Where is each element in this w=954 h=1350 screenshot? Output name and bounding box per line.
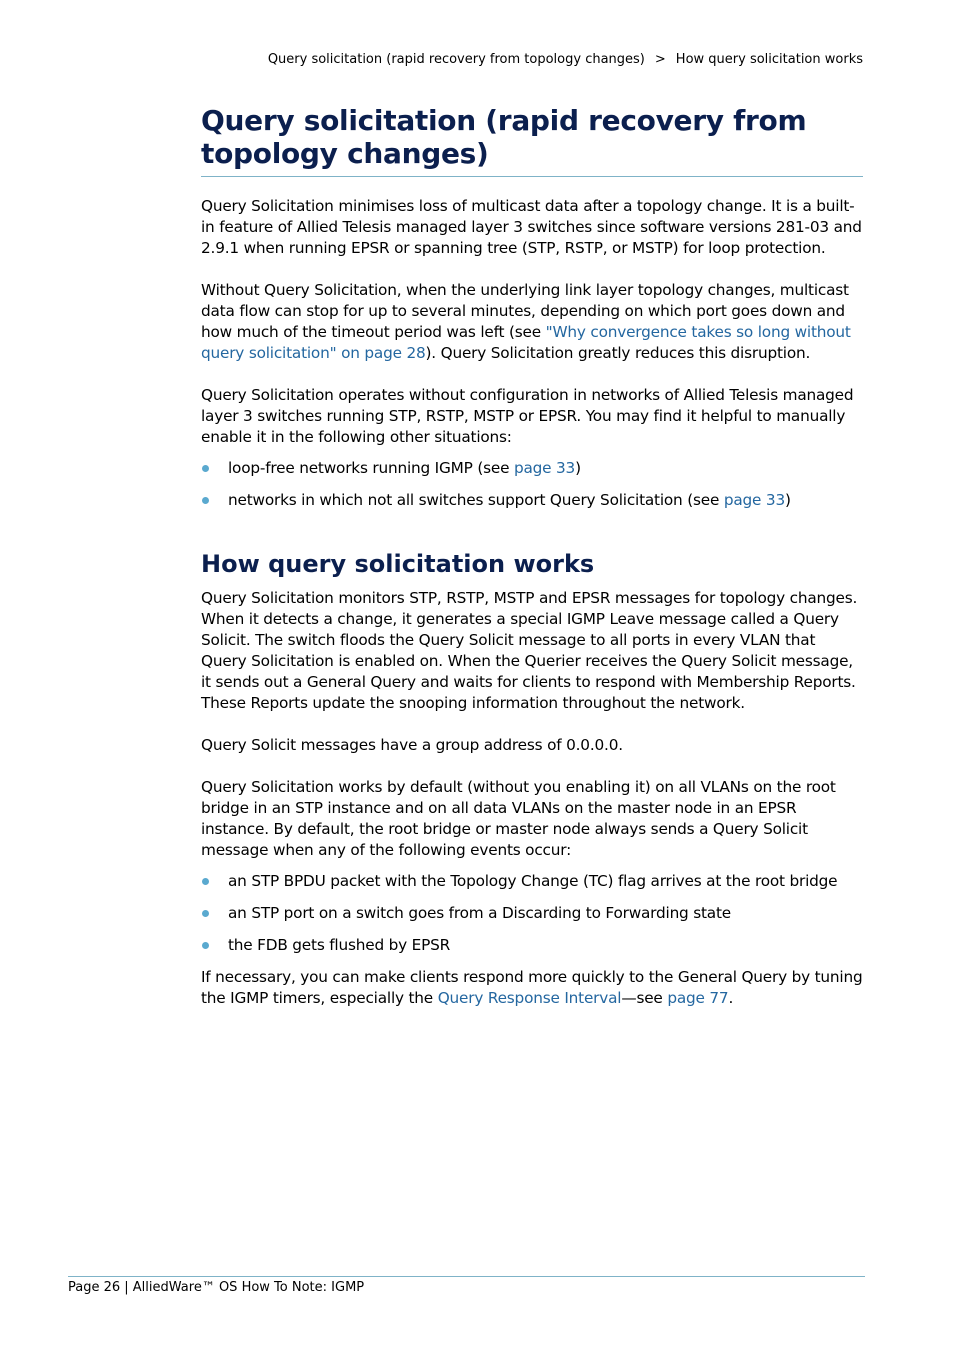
intro-paragraph-2 [201, 280, 863, 364]
list-item [201, 903, 863, 924]
page-xref-link[interactable]: page 33 [513, 459, 576, 477]
page-content [201, 104, 863, 1030]
section-paragraph-2: Query Solicit messages have a group address of 0.0.0.0. [201, 736, 623, 754]
list-item-text: loop-free networks running IGMP (see [228, 459, 514, 477]
list-item [201, 490, 863, 511]
list-item-text: the FDB gets flushed by EPSR [228, 936, 451, 954]
list-item-text-end: ) [575, 459, 581, 477]
intro-p2-text-end: ). Query Solicitation greatly reduces this disruption. [425, 344, 811, 362]
list-item-text-end: ) [784, 491, 791, 509]
list-item-text: networks in which not all switches support Query Solicitation (see [228, 491, 724, 509]
bullet-icon [202, 878, 209, 885]
section-paragraph-3: Query Solicitation works by default (without you enabling it) on all VLANs on the root bridge in an STP instance and on all data VLANs on the master node in an EPSR instance. By default, the root bridge or master node always sends a Query Solicit message when any of the following events occur: [201, 778, 836, 859]
page-xref-link[interactable]: page 33 [723, 491, 785, 509]
page-77-link[interactable]: page 77 [667, 989, 729, 1007]
footer-text: Page 26 | AlliedWare™ OS How To Note: IGMP [68, 1280, 365, 1295]
list-item [201, 871, 863, 892]
header-section: Query solicitation (rapid recovery from topology changes) [267, 52, 645, 67]
running-header [268, 52, 863, 67]
section-paragraph-4 [201, 967, 863, 1009]
page-title: Query solicitation (rapid recovery from topology changes) [201, 104, 863, 177]
section-p4-text: If necessary, you can make clients respond more quickly to the General Query by tuning the IGMP timers, especially the [201, 968, 863, 1007]
section-p4-text-mid: —see [621, 989, 668, 1007]
list-item-text: an STP BPDU packet with the Topology Change (TC) flag arrives at the root bridge [228, 872, 838, 890]
events-bullet-list [201, 871, 863, 956]
convergence-xref-link[interactable]: "Why convergence takes so long without query solicitation" on page 28 [201, 323, 851, 362]
bullet-icon [202, 465, 209, 472]
list-item [201, 458, 863, 479]
section-p4-text-end: . [728, 989, 734, 1007]
footer-rule [68, 1276, 865, 1277]
intro-bullet-list [201, 458, 863, 511]
intro-paragraph-3: Query Solicitation operates without configuration in networks of Allied Telesis managed layer 3 switches running STP, RSTP, MSTP or EPSR. You may find it helpful to manually enable it in the following other situations: [201, 386, 854, 446]
query-response-interval-link[interactable]: Query Response Interval [437, 989, 622, 1007]
bullet-icon [202, 910, 209, 917]
bullet-icon [202, 942, 209, 949]
section-heading: How query solicitation works [201, 550, 595, 578]
intro-p2-text: Without Query Solicitation, when the underlying link layer topology changes, multicast data flow can stop for up to several minutes, depending on which port goes down and how much of the timeout period was left (see [201, 281, 849, 341]
intro-paragraph-1: Query Solicitation minimises loss of multicast data after a topology change. It is a built-in feature of Allied Telesis managed layer 3 switches since software versions 281-03 and 2.9.1 when running EPSR or spanning tree (STP, RSTP, or MSTP) for loop protection. [201, 197, 862, 257]
section-paragraph-1: Query Solicitation monitors STP, RSTP, MSTP and EPSR messages for topology changes. When it detects a change, it generates a special IGMP Leave message called a Query Solicit. The switch floods the Query Solicit message to all ports in every VLAN that Query Solicitation is enabled on. When the Querier receives the Query Solicit message, it sends out a General Query and waits for clients to respond with Membership Reports. These Reports update the snooping information throughout the network. [201, 589, 858, 712]
list-item [201, 935, 863, 956]
list-item-text: an STP port on a switch goes from a Discarding to Forwarding state [228, 904, 731, 922]
header-subsection: How query solicitation works [675, 52, 863, 67]
header-separator: > [654, 52, 666, 67]
bullet-icon [202, 497, 209, 504]
